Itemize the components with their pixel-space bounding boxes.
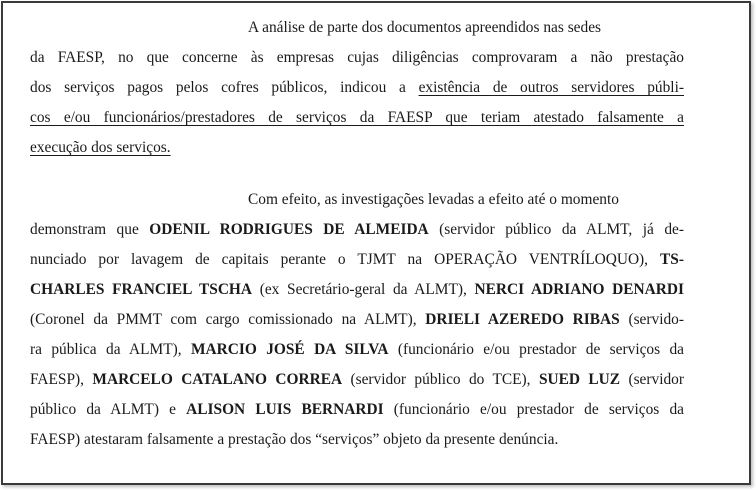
p2-text: (funcionário e/ou prestador de serviços da: [388, 341, 685, 358]
p2-text: (Coronel da PMMT com cargo comissionado na ALMT),: [30, 311, 426, 328]
person-name-marcelo: MARCELO CATALANO CORREA: [92, 371, 343, 388]
person-name-nerci: NERCI ADRIANO DENARDI: [474, 281, 684, 298]
p2-text: ra pública da ALMT),: [30, 341, 191, 358]
p2-line-6: [30, 335, 684, 365]
p2-line-1: Com efeito, as investigações levadas a efeito até o momento: [248, 191, 619, 208]
p2-text: FAESP),: [30, 371, 93, 388]
document-frame: [1, 1, 751, 485]
p2-text: (servidor público do TCE),: [342, 371, 539, 388]
document-page: [30, 13, 684, 455]
p1-line-2: da FAESP, no que concerne às empresas cujas diligências comprovaram a não prestação: [30, 49, 684, 66]
p2-line-9: FAESP) atestaram falsamente a prestação dos “serviços” objeto da presente denúncia.: [30, 431, 559, 448]
p1-line-5: execução dos serviços.: [30, 139, 171, 156]
p2-line-4: [30, 275, 684, 305]
p1-line-4: cos e/ou funcionários/prestadores de serviços da FAESP que teriam atestado falsamente a: [30, 109, 684, 126]
p2-text: (servido-: [619, 311, 685, 328]
person-name-marcio: MARCIO JOSÉ DA SILVA: [191, 341, 389, 358]
p2-text: público da ALMT) e: [30, 401, 187, 418]
person-name-tscharles: CHARLES FRANCIEL TSCHA: [30, 281, 253, 298]
p2-text: demonstram que: [30, 221, 150, 238]
paragraph-gap: [30, 163, 684, 185]
paragraph-1: [30, 13, 684, 163]
person-name-drieli: DRIELI AZEREDO RIBAS: [425, 311, 620, 328]
p2-text: nunciado por lavagem de capitais perante o TJMT na OPERAÇÃO VENTRÍLOQUO),: [30, 251, 661, 268]
p2-line-7: [30, 365, 684, 395]
p2-line-5: [30, 305, 684, 335]
p2-text: (funcionário e/ou prestador de serviços da: [383, 401, 685, 418]
p1-underlined-text: existência de outros servidores públi-: [418, 79, 684, 96]
p2-line-2: [30, 215, 684, 245]
p2-line-8: [30, 395, 684, 425]
p1-line-1: A análise de parte dos documentos apreendidos nas sedes: [248, 19, 602, 36]
paragraph-2: [30, 185, 684, 455]
person-name-alison: ALISON LUIS BERNARDI: [186, 401, 384, 418]
p2-text: (servidor público da ALMT, já de-: [428, 221, 684, 238]
p2-text: (servidor: [620, 371, 684, 388]
p1-line-3-text: dos serviços pagos pelos cofres públicos, indicou a: [30, 79, 419, 96]
p1-line-3: [30, 73, 684, 103]
p2-line-3: [30, 245, 684, 275]
p2-text: (ex Secretário-geral da ALMT),: [252, 281, 475, 298]
person-name-tscharles-part: TS-: [660, 251, 684, 268]
person-name-sued: SUED LUZ: [538, 371, 621, 388]
person-name-odenil: ODENIL RODRIGUES DE ALMEIDA: [149, 221, 429, 238]
